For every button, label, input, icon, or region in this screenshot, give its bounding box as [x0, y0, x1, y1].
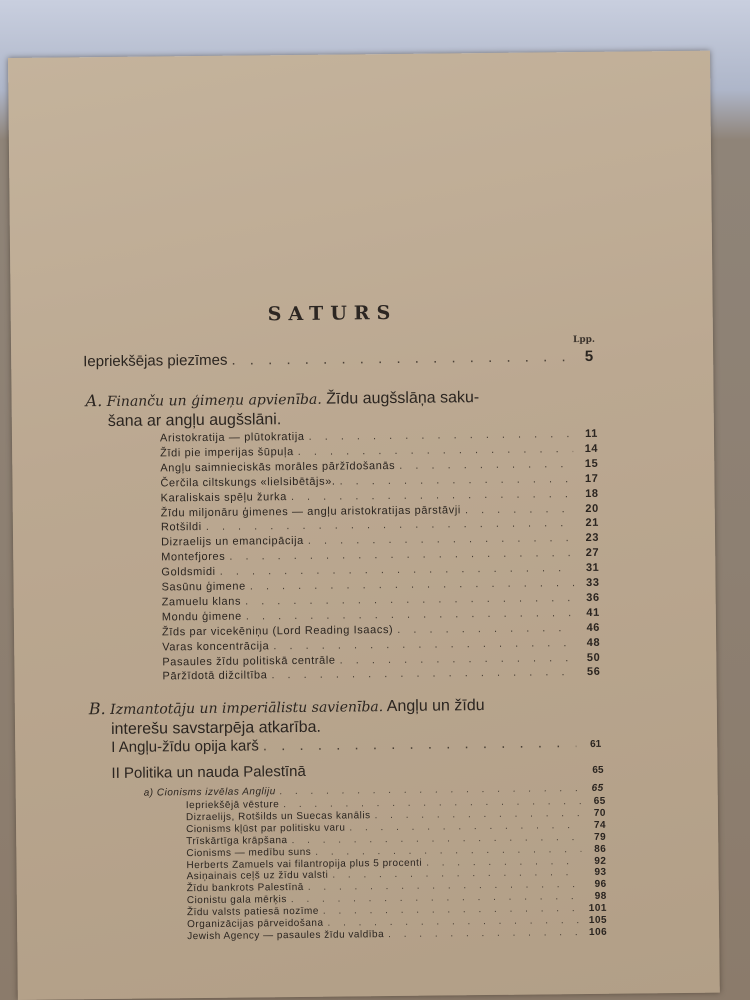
toc-entry-page: 56 — [586, 666, 601, 679]
toc-sub-a-page: 65 — [591, 782, 604, 794]
section-a-italic: Finanču un ģimeņu apvienība. — [106, 391, 322, 410]
toc-part-i-label: I Angļu-žīdu opija karš — [111, 737, 259, 756]
leader-dots — [229, 547, 574, 564]
leader-dots — [291, 488, 574, 504]
section-b-heading — [89, 694, 579, 740]
leader-dots — [397, 622, 575, 637]
toc-entry-page: 106 — [588, 926, 608, 938]
toc-entry-label: Angļu saimnieciskās morāles pāržīdošanās — [160, 459, 396, 475]
toc-entry-page: 36 — [586, 591, 600, 604]
toc-entry-label: Jewish Agency — pasaules žīdu valdība — [187, 929, 385, 943]
leader-dots — [308, 532, 574, 548]
toc-entry-page: 18 — [585, 487, 599, 500]
toc-entry-label: Goldsmidi — [161, 565, 216, 579]
toc-entry — [162, 666, 600, 684]
leader-dots — [399, 458, 573, 473]
leader-dots — [388, 927, 582, 941]
toc-entry-label: Žīdu valsts patiesā nozīme — [186, 905, 319, 919]
toc-entry-page: 65 — [593, 795, 606, 807]
toc-entry-page: 23 — [585, 532, 600, 545]
toc-entry-page: 31 — [585, 561, 600, 575]
leader-dots — [465, 503, 574, 517]
toc-entry-label: Dizraelijs un emancipācija — [161, 535, 304, 549]
leader-dots — [273, 637, 575, 653]
leader-dots — [246, 607, 575, 623]
leader-dots — [271, 666, 575, 682]
toc-entry-page: 33 — [586, 576, 600, 589]
toc-intro-page: 5 — [584, 347, 594, 365]
toc-entry-page: 46 — [586, 621, 601, 634]
toc-sub-a-label: a) Cionisms izvēlas Angliju — [143, 786, 276, 799]
toc-entry-label: Organizācijas pārveidošana — [187, 917, 324, 931]
toc-entry-label: Montefjores — [161, 550, 226, 564]
toc-entry-page: 14 — [584, 442, 599, 455]
toc-entry-label: Cionisms — medību suns — [186, 846, 312, 859]
page-title: SATURS — [267, 301, 398, 326]
toc-entry-label: Asiņainais ceļš uz žīdu valsti — [186, 870, 329, 883]
page-column-header: Lpp. — [572, 334, 596, 346]
toc-entry-label: Rotšildi — [160, 521, 202, 534]
toc-entry-page: 20 — [585, 502, 599, 515]
book-page — [8, 51, 720, 1000]
leader-dots — [339, 473, 573, 488]
toc-entry-label: Žīdu bankrots Palestīnā — [186, 882, 304, 895]
leader-dots — [245, 592, 575, 608]
toc-entry-label: Herberts Zamuels vai filantropija plus 5 procenti — [186, 857, 423, 871]
section-a-letter: A. — [85, 391, 103, 411]
toc-entry-page: 98 — [594, 890, 607, 903]
toc-part-ii-page: 65 — [592, 764, 604, 776]
leader-dots — [340, 652, 576, 667]
toc-intro — [83, 348, 593, 370]
toc-entry-page: 79 — [594, 831, 607, 843]
toc-part-ii-label: II Politika un nauda Palestīnā — [111, 762, 306, 782]
toc-entry-label: Varas koncentrācija — [162, 639, 270, 654]
toc-entry-label: Karaliskais spēļu žurka — [160, 490, 287, 505]
toc-entry-label: Pasaules žīdu politiskā centrāle — [162, 654, 336, 668]
leader-dots — [298, 443, 573, 459]
section-a-text2: šana ar angļu augšslāni. — [107, 411, 282, 430]
toc-entry-label: Žīdi pie imperijas šūpuļa — [160, 445, 294, 460]
toc-entry-label: Cionisms kļūst par politisku varu — [186, 822, 346, 835]
toc-entry-label: Dizraelijs, Rotšilds un Suecas kanālis — [185, 810, 371, 824]
leader-space — [310, 760, 579, 780]
leader-dots — [231, 348, 568, 369]
toc-entry-page: 21 — [585, 517, 599, 530]
leader-dots — [308, 428, 573, 444]
toc-entry-page: 50 — [586, 651, 601, 664]
toc-entry-label: Žīds par vicekēniņu (Lord Reading Isaacs) — [161, 623, 394, 639]
section-a-heading — [85, 386, 575, 432]
toc-entry-label: Pāržīdotā dižciltība — [162, 669, 268, 683]
section-b-italic: Izmantotāju un imperiālistu savienība. — [110, 699, 384, 718]
toc-entry-page: 17 — [584, 472, 599, 485]
toc-entry-page: 70 — [593, 807, 606, 819]
toc-part-i-page: 61 — [590, 738, 602, 750]
toc-entry-label: Mondu ģimene — [161, 610, 242, 624]
toc-entry-page: 41 — [586, 606, 600, 619]
toc-entry-label: Čerčila ciltskungs «lielsibētājs». — [160, 475, 336, 490]
toc-entry-label: Aristokratija — plūtokratija — [159, 430, 305, 445]
toc-entry-label: Sasūnu ģimene — [161, 580, 246, 594]
toc-entry-label: Trīskārtīga krāpšana — [186, 834, 288, 847]
leader-dots — [220, 562, 575, 579]
leader-dots — [250, 577, 575, 593]
toc-entry-page: 96 — [594, 879, 607, 891]
toc-entry-page: 92 — [594, 855, 607, 867]
section-b-letter: B. — [88, 699, 106, 719]
toc-entry-page: 27 — [585, 547, 600, 560]
leader-dots — [263, 734, 577, 754]
section-b-text1: Angļu un žīdu — [386, 697, 485, 716]
toc-entry-page: 15 — [584, 457, 599, 470]
toc-entry-page: 74 — [593, 819, 607, 831]
leader-dots — [206, 517, 574, 534]
toc-entry-page: 101 — [588, 902, 607, 915]
toc-entry-label: Iepriekšējā vēsture — [185, 799, 280, 812]
toc-intro-label: Iepriekšējas piezīmes — [83, 351, 228, 371]
toc-entry-label: Cionistu gala mērķis — [186, 894, 287, 907]
toc-entry-page: 11 — [585, 427, 599, 440]
section-a-text1: Žīdu augšslāņa saku- — [326, 389, 480, 408]
toc-entry-page: 86 — [594, 843, 607, 855]
toc-entry-page: 48 — [586, 636, 601, 649]
toc-entry-page: 105 — [588, 914, 608, 926]
toc-entry-page: 93 — [594, 867, 607, 879]
toc-part-ii — [111, 760, 603, 782]
section-b-text2: interešu savstarpēja atkarība. — [110, 718, 322, 738]
toc-entry-label: Žīdu miljonāru ģimenes — angļu aristokratijas pārstāvji — [160, 503, 461, 519]
toc-entry-label: Zamuelu klans — [161, 595, 242, 609]
